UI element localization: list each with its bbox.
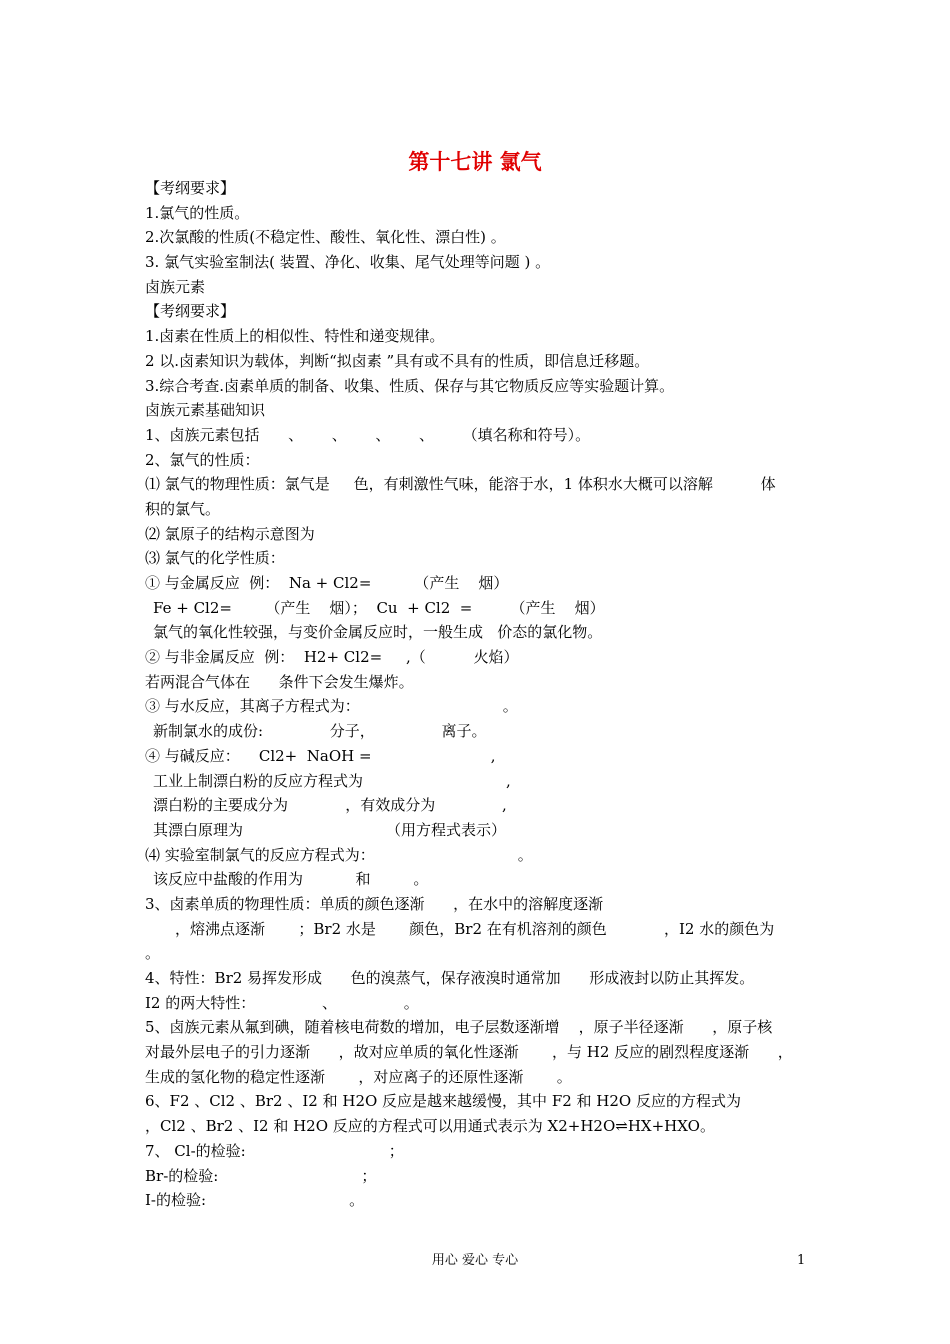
section-heading: 【考纲要求】 — [145, 302, 236, 321]
document-body — [145, 176, 810, 1213]
text-line: 3. 氯气实验室制法( 装置、净化、收集、尾气处理等问题 ) 。 — [145, 253, 551, 272]
text-line: ⑷ 实验室制氯气的反应方程式为： 。 — [145, 845, 533, 864]
text-line: 新制氯水的成份: 分子， 离子。 — [153, 722, 487, 741]
text-line: 1.氯气的性质。 — [145, 203, 250, 222]
text-line: 3、卤素单质的物理性质：单质的颜色逐渐 ，在水中的溶解度逐渐 — [145, 894, 604, 913]
text-line: ④ 与碱反应： Cl2+ NaOH = , — [145, 746, 496, 765]
section-heading: 【考纲要求】 — [145, 179, 236, 197]
text-line: 5、卤族元素从氟到碘，随着核电荷数的增加，电子层数逐渐增 ，原子半径逐渐 ，原子核 — [145, 1018, 773, 1037]
text-line: 生成的氢化物的稳定性逐渐 ，对应离子的还原性逐渐 。 — [145, 1067, 572, 1086]
text-line: Fe + Cl2= （产生 烟）； Cu + Cl2 = （产生 烟） — [153, 598, 605, 617]
text-line: I-的检验: 。 — [145, 1191, 365, 1210]
text-line: 2.次氯酸的性质(不稳定性、酸性、氧化性、漂白性) 。 — [145, 228, 506, 247]
text-line: ，Cl2 、Br2 、I2 和 H2O 反应的方程式可以用通式表示为 X2+H2O⇌HX+HXO。 — [145, 1117, 715, 1136]
text-line: 1、卤族元素包括 、 、 、 、 （填名称和符号）。 — [145, 425, 591, 444]
text-line: ① 与金属反应 例： Na + Cl2= （产生 烟） — [145, 574, 509, 592]
text-line: 工业上制漂白粉的反应方程式为 , — [153, 771, 511, 790]
section-heading: 卤族元素 — [145, 277, 206, 296]
text-line: 4、特性：Br2 易挥发形成 色的溴蒸气，保存液溴时通常加 形成液封以防止其挥发。 — [145, 969, 755, 987]
text-line: 氯气的氧化性较强，与变价金属反应时，一般生成 价态的氯化物。 — [153, 623, 603, 642]
text-line: ⑴ 氯气的物理性质：氯气是 色，有刺激性气味，能溶于水，1 体积水大概可以溶解 体 — [145, 475, 776, 494]
text-line: 对最外层电子的引力逐渐 ，故对应单质的氧化性逐渐 ，与 H2 反应的剧烈程度逐渐 ， — [145, 1043, 793, 1062]
page-title: 第十七讲 氯气 — [408, 149, 542, 174]
text-line: 该反应中盐酸的作用为 和 。 — [153, 870, 429, 889]
text-line: 6、F2 、Cl2 、Br2 、I2 和 H2O 反应是越来越缓慢，其中 F2 和 H2O 反应的方程式为 — [145, 1092, 741, 1111]
text-line: 漂白粉的主要成分为 ，有效成分为 , — [153, 796, 507, 815]
text-line: Br-的检验: ； — [145, 1166, 377, 1185]
text-line: ② 与非金属反应 例： H2+ Cl2= ,（ 火焰） — [145, 648, 519, 667]
text-line: ，熔沸点逐渐 ；Br2 水是 颜色，Br2 在有机溶剂的颜色 ，I2 水的颜色为 — [175, 919, 775, 938]
text-line: 2 以.卤素知识为载体，判断“拟卤素 ”具有或不具有的性质，即信息迁移题。 — [145, 351, 650, 370]
text-line: 。 — [145, 944, 161, 963]
text-line: 7、 Cl-的检验: ； — [145, 1141, 404, 1160]
text-line: 积的氯气。 — [145, 499, 221, 518]
text-line: I2 的两大特性： 、 。 — [145, 993, 419, 1012]
text-line: ③ 与水反应，其离子方程式为： 。 — [145, 697, 518, 716]
page-footer: 用心 爱心 专心 — [431, 1253, 519, 1268]
section-heading: 卤族元素基础知识 — [145, 401, 266, 420]
text-line: 若两混合气体在 条件下会发生爆炸。 — [145, 672, 414, 691]
text-line: 3.综合考查.卤素单质的制备、收集、性质、保存与其它物质反应等实验题计算。 — [145, 376, 675, 395]
text-line: ⑵ 氯原子的结构示意图为 — [145, 524, 315, 543]
text-line: ⑶ 氯气的化学性质： — [145, 549, 285, 568]
text-line: 2、氯气的性质： — [145, 450, 260, 469]
text-line: 其漂白原理为 （用方程式表示） — [153, 820, 507, 839]
page-number: 1 — [797, 1253, 806, 1268]
text-line: 1.卤素在性质上的相似性、特性和递变规律。 — [145, 327, 445, 346]
